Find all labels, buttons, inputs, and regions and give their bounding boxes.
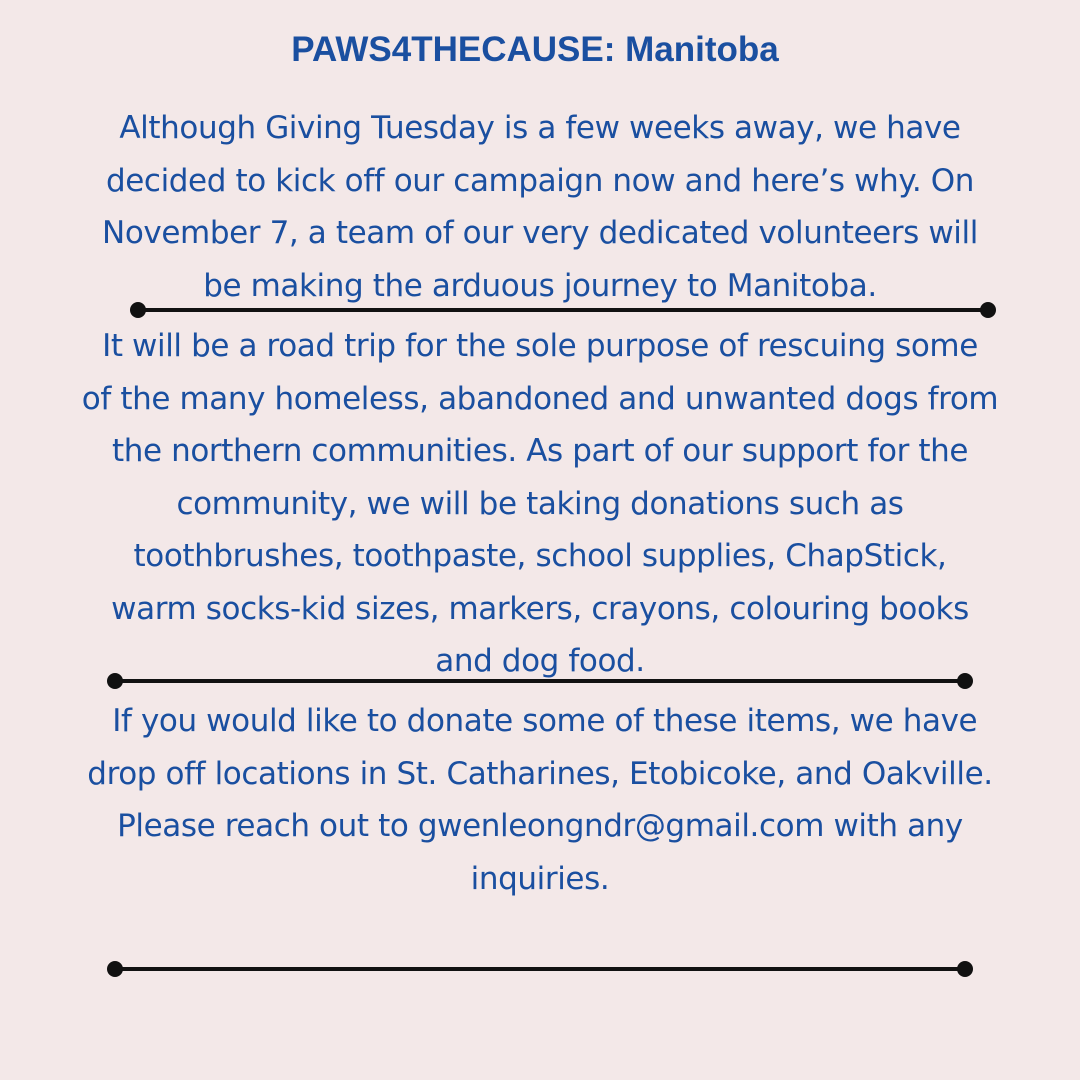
paragraph-line: Although Giving Tuesday is a few weeks away, we have [119, 110, 961, 146]
paragraph-intro [0, 102, 1080, 312]
paragraph-line: If you would like to donate some of these items, we have [102, 703, 978, 739]
divider-line [115, 679, 965, 683]
paragraph-line: and dog food. [435, 643, 645, 679]
paragraph-road-trip [0, 320, 1080, 688]
paragraph-line: the northern communities. As part of our support for the [111, 433, 969, 469]
paragraph-donate [0, 695, 1080, 905]
paragraph-line: toothbrushes, toothpaste, school supplies, ChapStick, [133, 538, 947, 574]
paragraph-line: inquiries. [470, 860, 610, 897]
paragraph-line: November 7, a team of our very dedicated volunteers will [102, 215, 978, 251]
paragraph-line: warm socks-kid sizes, markers, crayons, colouring books [111, 590, 969, 627]
paragraph-line: It will be a road trip for the sole purpose of rescuing some [102, 328, 978, 364]
divider-line [115, 967, 965, 971]
post-title: PAWS4THECAUSE: Manitoba [291, 30, 779, 69]
paragraph-line: community, we will be taking donations such as [176, 485, 904, 522]
divider-line [138, 308, 988, 312]
paragraph-line: be making the arduous journey to Manitoba. [203, 267, 877, 304]
paragraph-line: Please reach out to gwenleongndr@gmail.com with any [117, 808, 963, 844]
paragraph-line: of the many homeless, abandoned and unwanted dogs from [81, 380, 999, 417]
paragraph-line: decided to kick off our campaign now and here’s why. On [105, 162, 975, 199]
paragraph-line: drop off locations in St. Catharines, Etobicoke, and Oakville. [87, 755, 993, 792]
